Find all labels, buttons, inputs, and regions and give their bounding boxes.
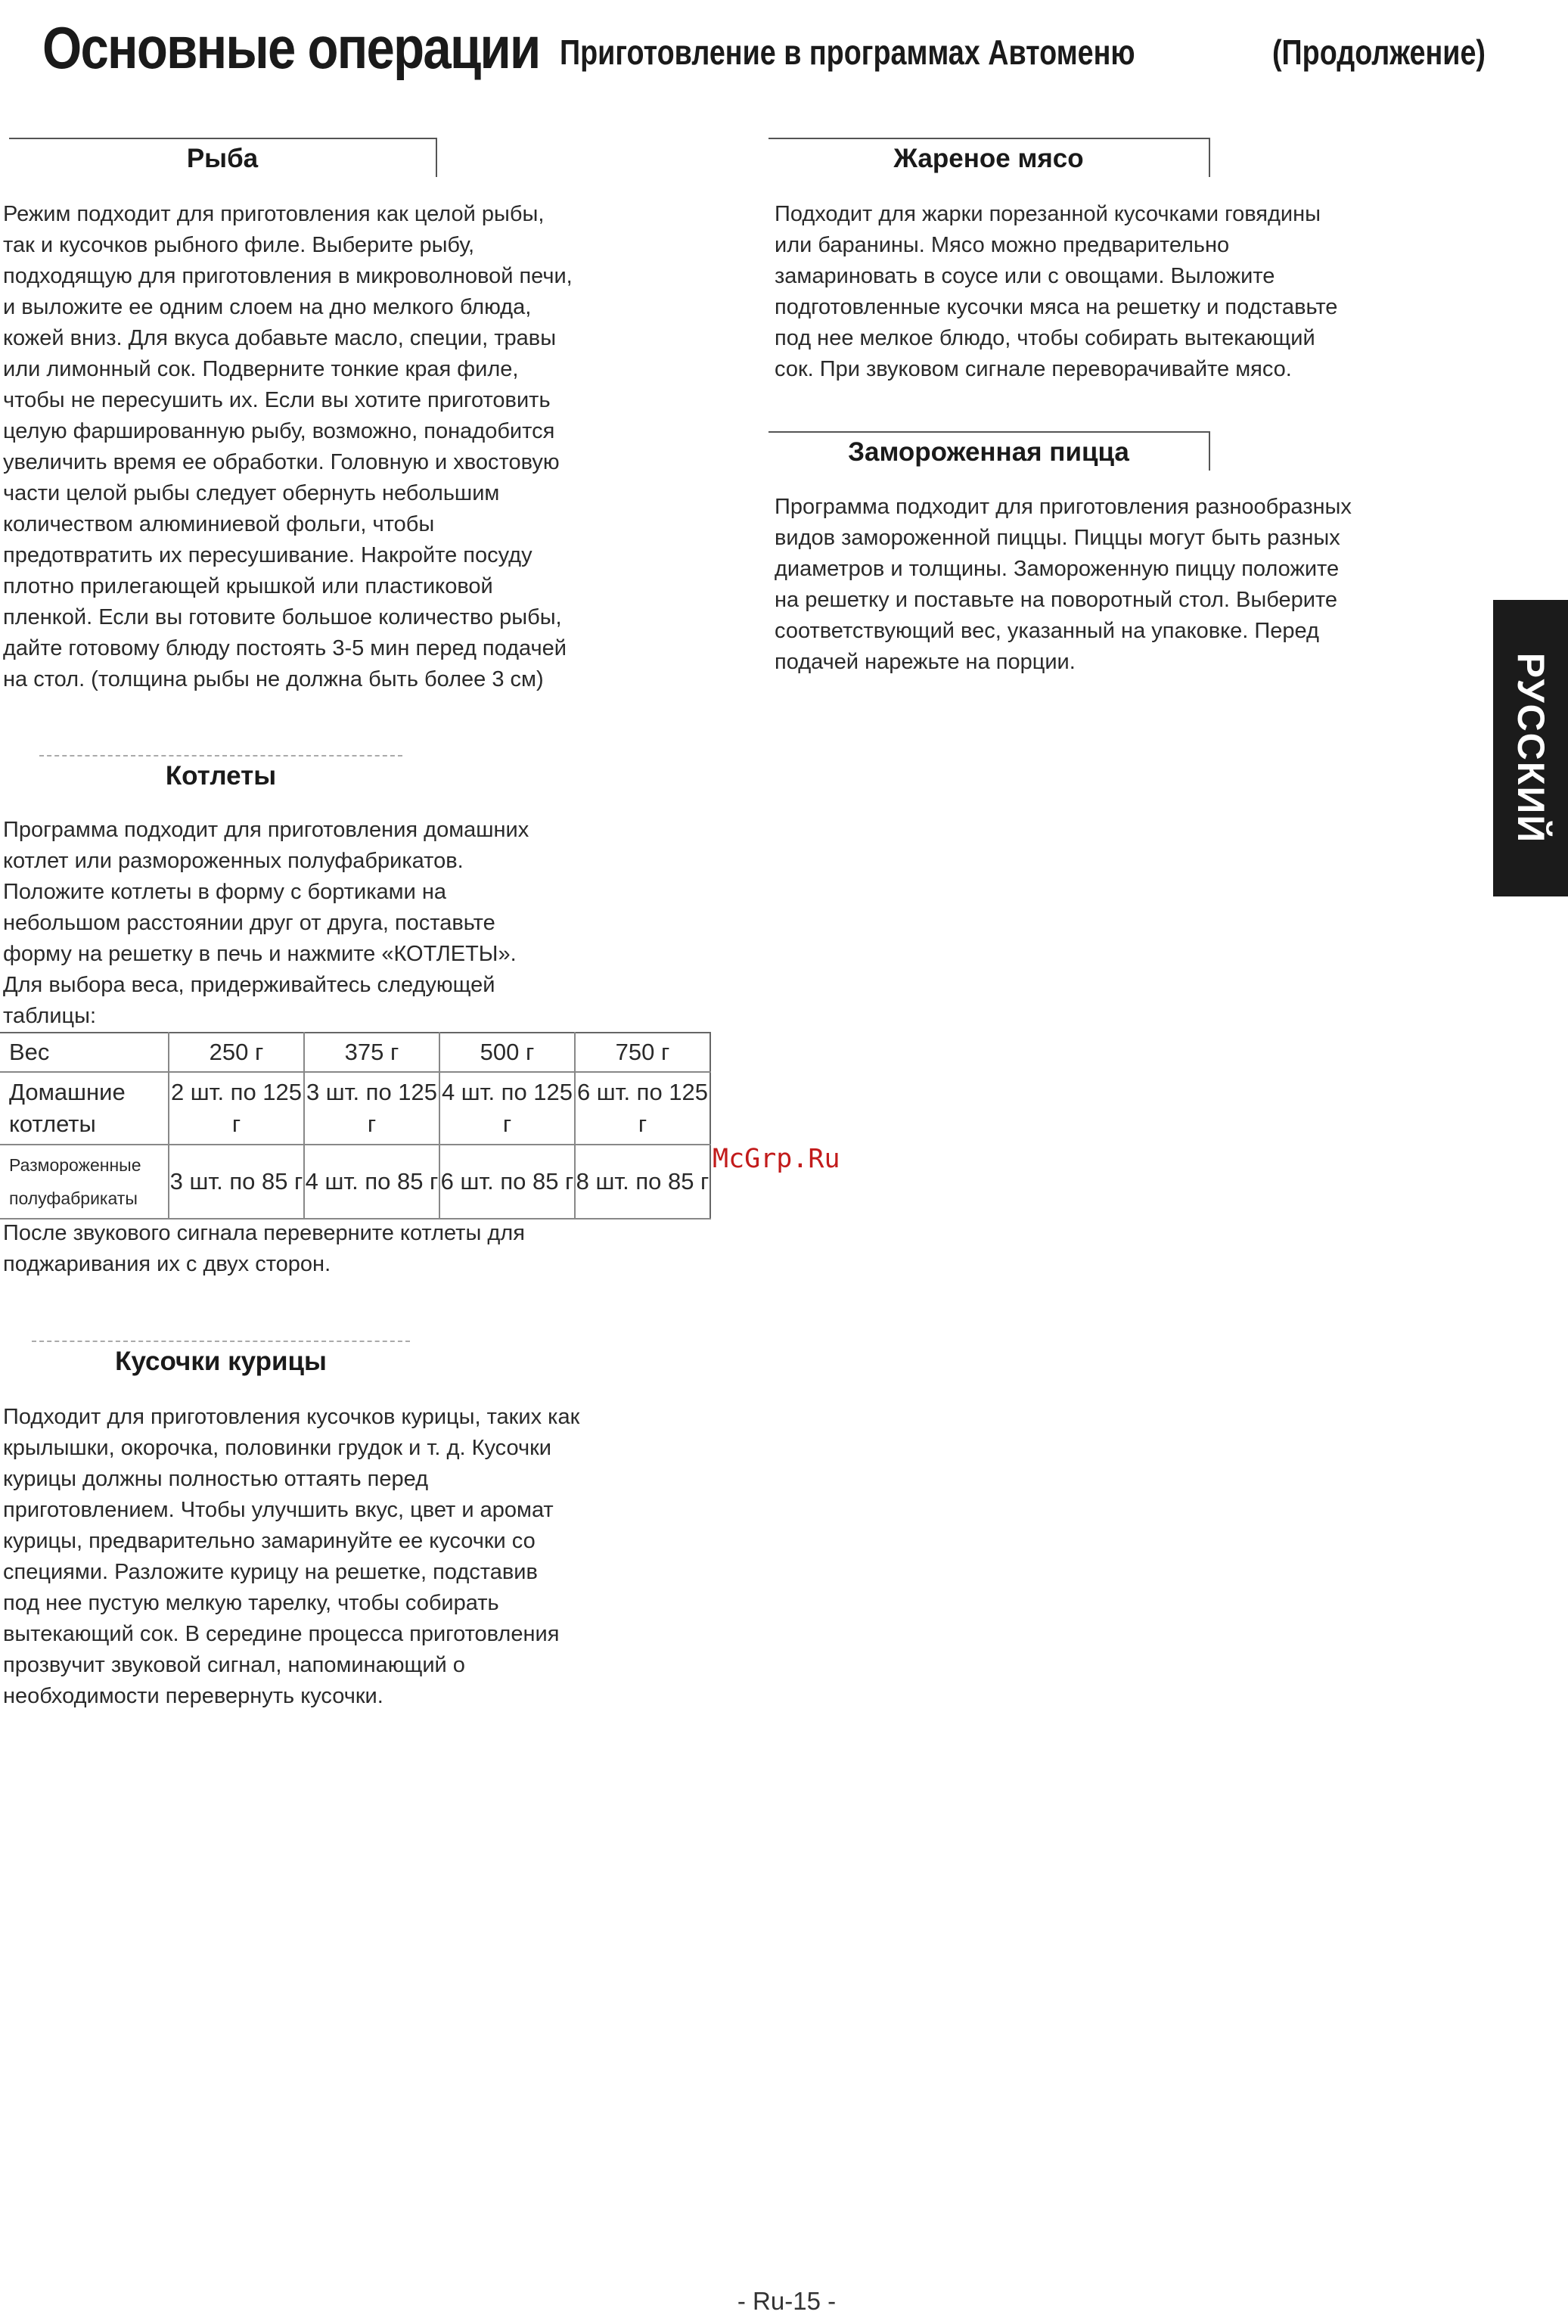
chicken-text: Подходит для приготовления кусочков курицы, таких как крылышки, окорочка, половинки грудок и т. д. Кусочки курицы должны полностью оттаять перед приготовлением. Чтобы улучшить вкус, цвет и аромат курицы, предварительно замаринуйте ее кусочки со специями. Разложите курицу на решетке, подставив под нее пустую мелкую тарелку, чтобы собирать вытекающий сок. В середине процесса приготовления прозвучит звуковой сигнал, напоминающий о необходимости перевернуть кусочки. bbox=[3, 1405, 580, 1708]
fish-text: Режим подходит для приготовления как целой рыбы, так и кусочков рыбного филе. Выберите рыбу, подходящую для приготовления в микроволновой печи, и выложите ее одним слоем на дно мелкого блюда, кожей вниз. Для вкуса добавьте масло, специи, травы или лимонный сок. Подверните тонкие края филе, чтобы не пересушить их. Если вы хотите приготовить целую фаршированную рыбу, возможно, понадобится увеличить время ее обработки. Головную и хвостовую части целой рыбы следует обернуть небольшим количеством алюминиевой фольги, чтобы предотвратить их пересушивание. Накройте посуду плотно прилегающей крышкой или пластиковой пленкой. Если вы готовите большое количество рыбы, дайте готовому блюду постоять 3-5 мин перед подачей на стол. (толщина рыбы не должна быть более 3 см) bbox=[3, 202, 573, 691]
watermark: McGrp.Ru bbox=[713, 1144, 840, 1174]
table-cell: 6 шт. по 125 г bbox=[575, 1072, 710, 1145]
table-row bbox=[0, 1145, 710, 1219]
page-title: Основные операции bbox=[42, 14, 540, 81]
table-header-cell: 250 г bbox=[169, 1033, 304, 1072]
table-cell: 3 шт. по 85 г bbox=[169, 1145, 304, 1219]
page-subtitle: Приготовление в программах Автоменю bbox=[560, 33, 1135, 72]
table-header-cell: 500 г bbox=[439, 1033, 575, 1072]
cutlets-text: Программа подходит для приготовления домашних котлет или размороженных полуфабрикатов. Положите котлеты в форму с бортиками на небольшом расстоянии друг от друга, поставьте форму на решетку в печь и нажмите «КОТЛЕТЫ». Для выбора веса, придерживайтесь следующей таблицы: bbox=[3, 818, 529, 1028]
table-header-cell: 750 г bbox=[575, 1033, 710, 1072]
table-row bbox=[0, 1072, 710, 1145]
cutlets-heading: Котлеты bbox=[39, 755, 402, 794]
roast-meat-text: Подходит для жарки порезанной кусочками говядины или баранины. Мясо можно предварительно замариновать в соусе или с овощами. Выложите подготовленные кусочки мяса на решетку и подставьте под нее мелкое блюдо, чтобы собирать вытекающий сок. При звуковом сигнале переворачивайте мясо. bbox=[775, 202, 1338, 381]
row-label: Размороженные полуфабрикаты bbox=[0, 1145, 169, 1219]
frozen-pizza-text: Программа подходит для приготовления разнообразных видов замороженной пиццы. Пиццы могут быть разных диаметров и толщины. Замороженную пиццу положите на решетку и поставьте на поворотный стол. Выберите соответствующий вес, указанный на упаковке. Перед подачей нарежьте на порции. bbox=[775, 495, 1352, 674]
table-cell: 4 шт. по 85 г bbox=[304, 1145, 439, 1219]
roast-meat-heading: Жареное мясо bbox=[768, 138, 1210, 177]
page-header bbox=[42, 14, 1486, 104]
table-cell: 4 шт. по 125 г bbox=[439, 1072, 575, 1145]
table-cell: 6 шт. по 85 г bbox=[439, 1145, 575, 1219]
portions-table bbox=[0, 1032, 711, 1219]
table-cell: 2 шт. по 125 г bbox=[169, 1072, 304, 1145]
cutlets-after-text: После звукового сигнала переверните котлеты для поджаривания их с двух сторон. bbox=[3, 1221, 525, 1276]
language-tab-label: РУССКИЙ bbox=[1509, 652, 1552, 844]
chicken-heading: Кусочки курицы bbox=[32, 1341, 410, 1380]
table-cell: 3 шт. по 125 г bbox=[304, 1072, 439, 1145]
table-header-cell: Вес bbox=[0, 1033, 169, 1072]
table-cell: 8 шт. по 85 г bbox=[575, 1145, 710, 1219]
table-header-cell: 375 г bbox=[304, 1033, 439, 1072]
row-label: Домашние котлеты bbox=[0, 1072, 169, 1145]
frozen-pizza-heading: Замороженная пицца bbox=[768, 431, 1210, 471]
language-tab bbox=[1493, 600, 1568, 896]
table-header-row bbox=[0, 1033, 710, 1072]
fish-heading: Рыба bbox=[9, 138, 437, 177]
continued-label: (Продолжение) bbox=[1272, 33, 1486, 72]
page-number: - Ru-15 - bbox=[737, 2287, 837, 2315]
